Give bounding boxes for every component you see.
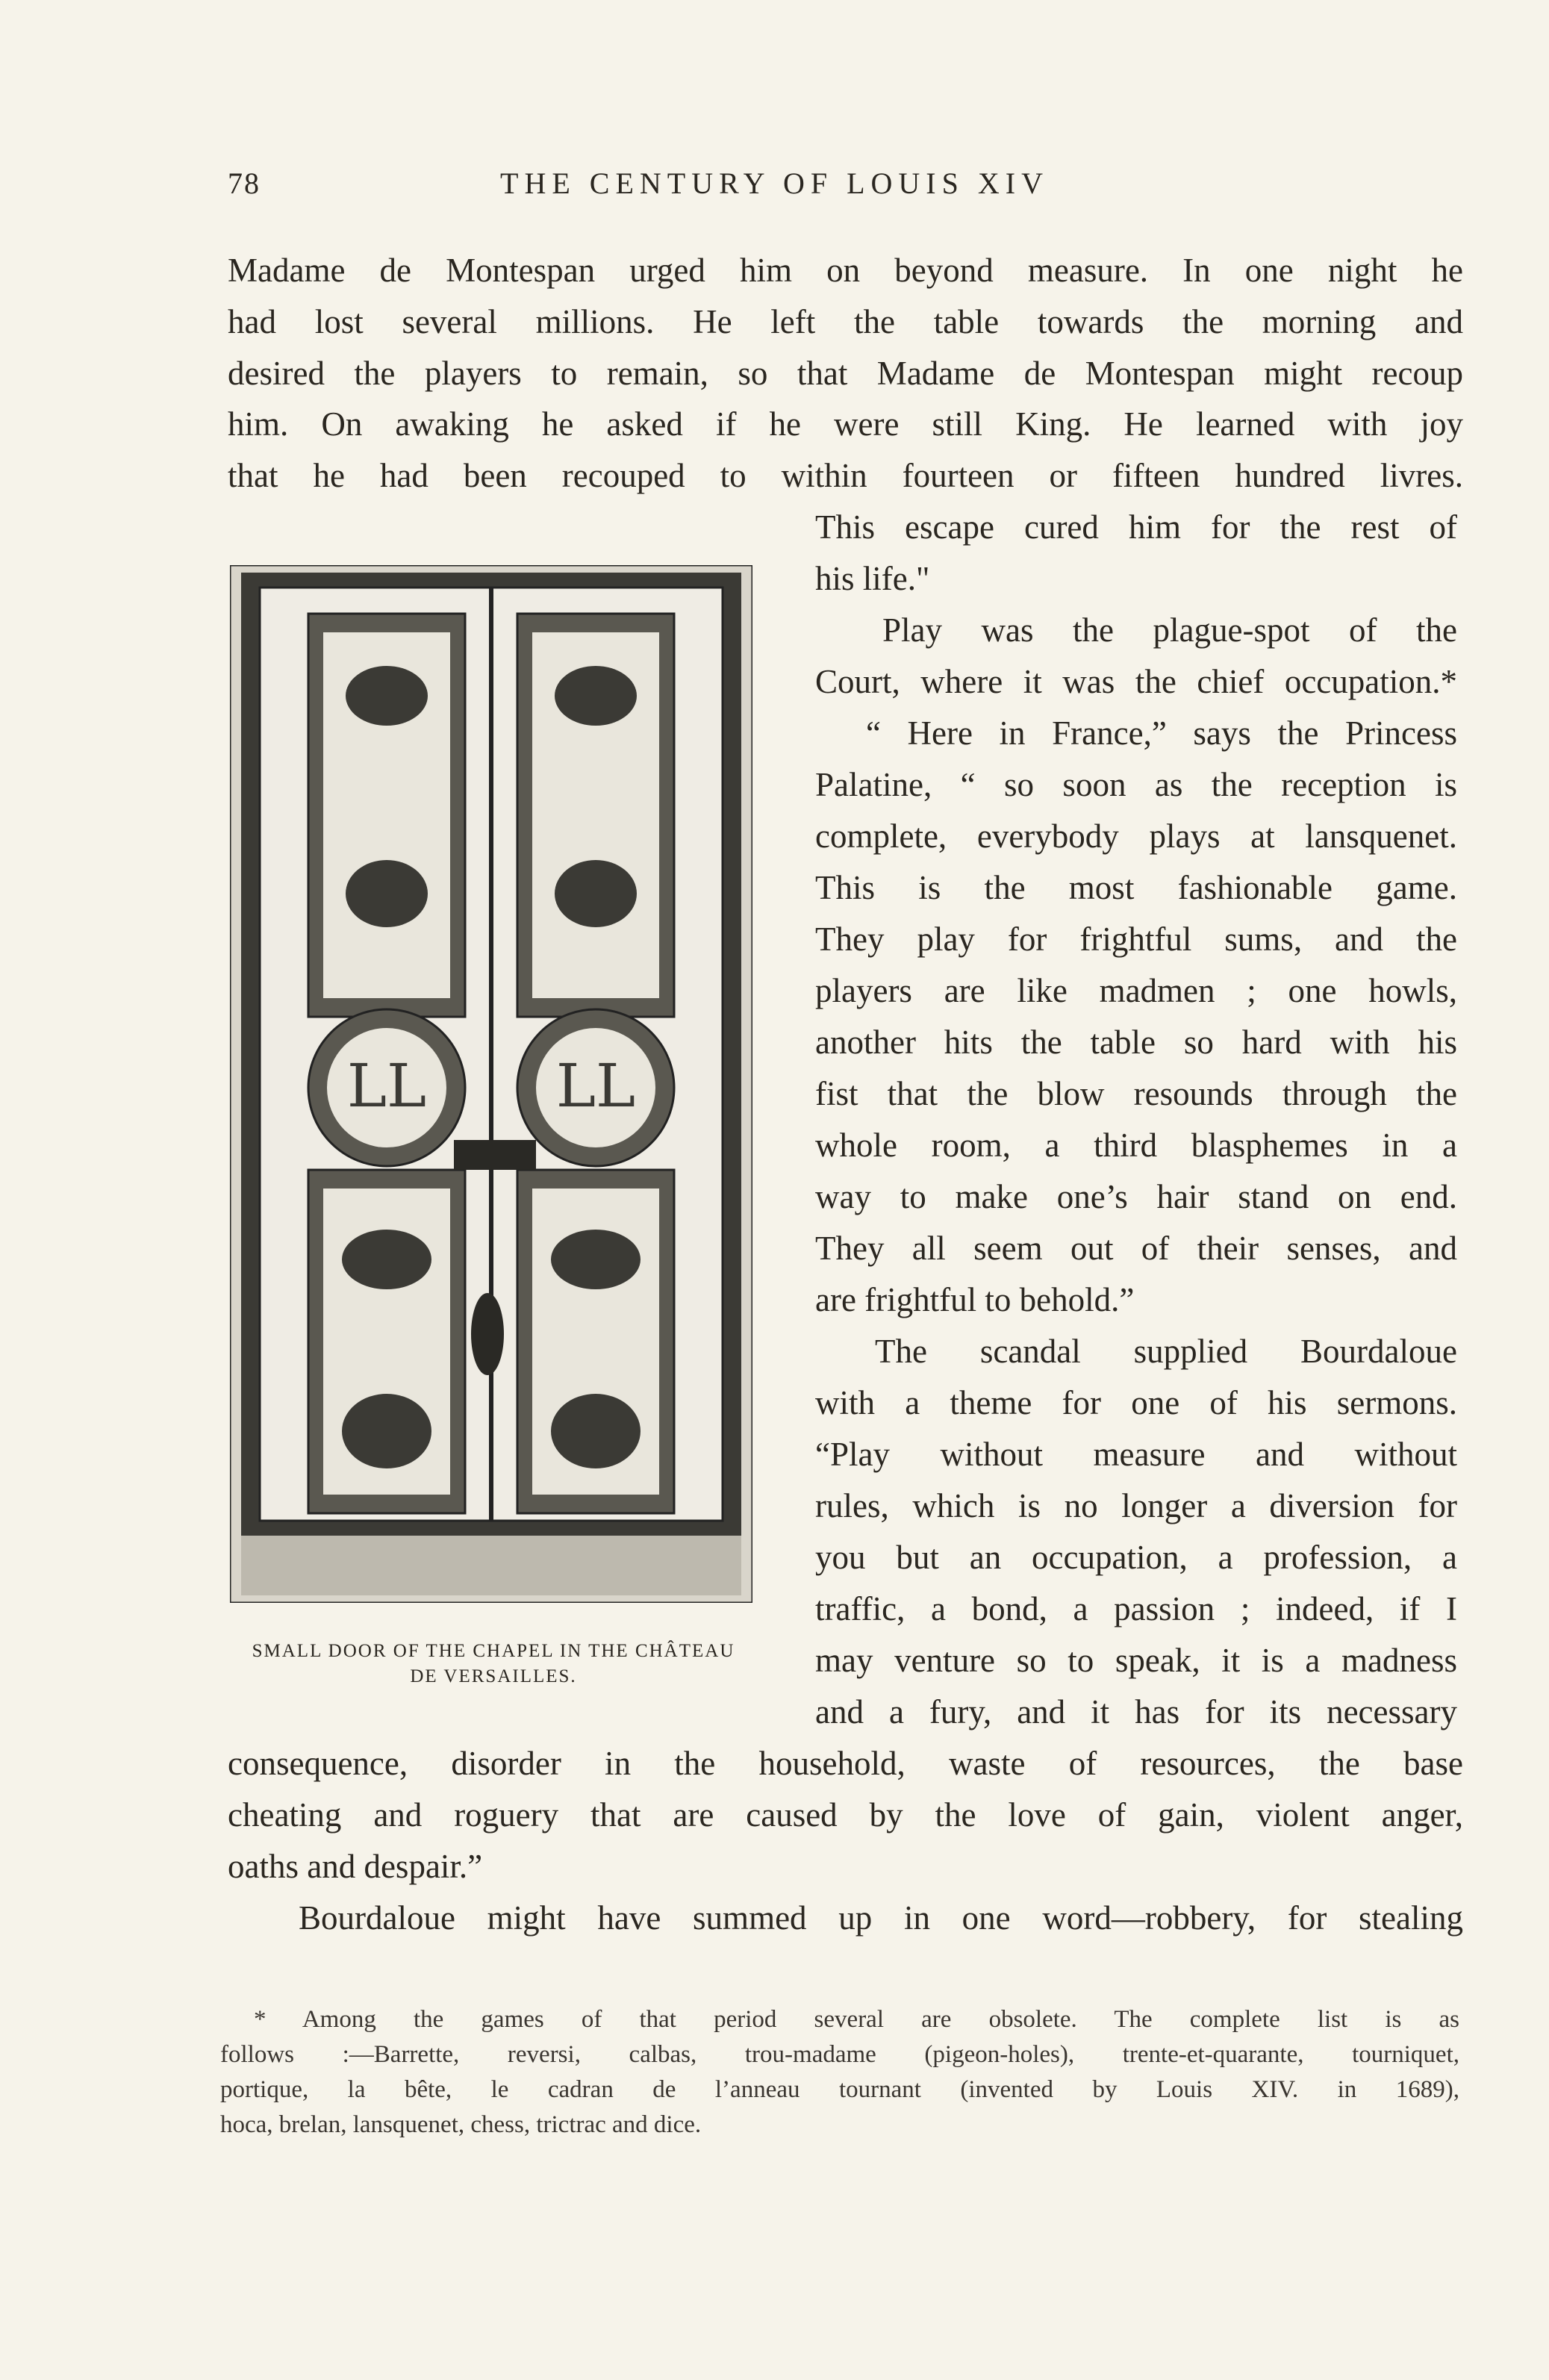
footnote-line: * Among the games of that period several are obsolete. The complete list is as <box>254 2006 1459 2033</box>
running-title: THE CENTURY OF LOUIS XIV <box>500 166 1049 200</box>
footnote-line: portique, la bête, le cadran de l’anneau tournant (invented by Louis XIV. in 1689), <box>220 2076 1459 2103</box>
body-line: “ Here in France,” says the Princess <box>866 714 1457 752</box>
body-line: desired the players to remain, so that Madame de Montespan might recoup <box>228 355 1463 392</box>
running-header <box>0 166 1549 211</box>
door-illustration <box>230 565 752 1603</box>
body-line: consequence, disorder in the household, waste of resources, the base <box>228 1745 1463 1782</box>
body-line: Play was the plague-spot of the <box>882 611 1457 649</box>
footnote-line: follows :—Barrette, reversi, calbas, trou-madame (pigeon-holes), trente-et-quarante, tourniquet, <box>220 2041 1459 2068</box>
body-line: whole room, a third blasphemes in a <box>815 1127 1457 1164</box>
body-line: you but an occupation, a profession, a <box>815 1539 1457 1576</box>
figure-caption <box>228 1639 759 1689</box>
page-number: 78 <box>228 166 261 200</box>
caption-line: SMALL DOOR OF THE CHAPEL IN THE CHÂTEAU <box>252 1641 735 1661</box>
body-line: had lost several millions. He left the table towards the morning and <box>228 303 1463 340</box>
body-line: The scandal supplied Bourdaloue <box>875 1333 1457 1370</box>
body-line: Court, where it was the chief occupation.* <box>815 663 1457 700</box>
body-line: Bourdaloue might have summed up in one word—robbery, for stealing <box>299 1899 1463 1937</box>
body-line: another hits the table so hard with his <box>815 1024 1457 1061</box>
footnote-line: hoca, brelan, lansquenet, chess, trictrac and dice. <box>220 2111 702 2138</box>
body-line: They all seem out of their senses, and <box>815 1230 1457 1267</box>
body-line: with a theme for one of his sermons. <box>815 1384 1457 1421</box>
body-line: that he had been recouped to within fourteen or fifteen hundred livres. <box>228 457 1463 494</box>
svg-text:LL: LL <box>555 1051 636 1121</box>
body-line: complete, everybody plays at lansquenet. <box>815 817 1457 855</box>
body-line: They play for frightful sums, and the <box>815 920 1457 958</box>
body-line: may venture so to speak, it is a madness <box>815 1642 1457 1679</box>
body-line: This is the most fashionable game. <box>815 869 1457 906</box>
body-line: way to make one’s hair stand on end. <box>815 1178 1457 1215</box>
svg-text:LL: LL <box>346 1051 427 1121</box>
body-line: Palatine, “ so soon as the reception is <box>815 766 1457 803</box>
body-line: players are like madmen ; one howls, <box>815 972 1457 1009</box>
body-line: fist that the blow resounds through the <box>815 1075 1457 1112</box>
caption-line: DE VERSAILLES. <box>410 1666 577 1686</box>
body-line: and a fury, and it has for its necessary <box>815 1693 1457 1731</box>
body-line: rules, which is no longer a diversion for <box>815 1487 1457 1524</box>
body-line: cheating and roguery that are caused by the love of gain, violent anger, <box>228 1796 1463 1834</box>
body-line: “Play without measure and without <box>815 1436 1457 1473</box>
body-line: oaths and despair.” <box>228 1848 483 1885</box>
body-line: This escape cured him for the rest of <box>815 508 1457 546</box>
body-line: traffic, a bond, a passion ; indeed, if I <box>815 1590 1457 1627</box>
body-line: are frightful to behold.” <box>815 1281 1135 1318</box>
body-line: his life." <box>815 560 930 597</box>
body-line: him. On awaking he asked if he were still King. He learned with joy <box>228 405 1463 443</box>
body-line: Madame de Montespan urged him on beyond measure. In one night he <box>228 252 1463 289</box>
